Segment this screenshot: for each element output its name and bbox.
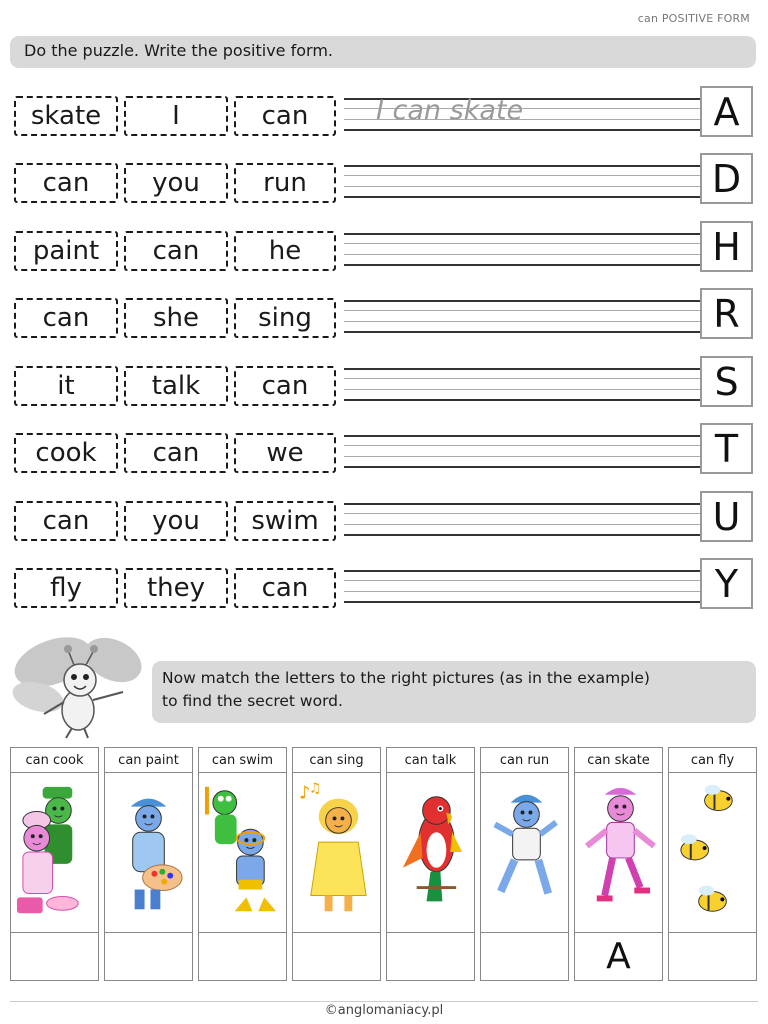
writing-line	[344, 399, 700, 401]
puzzle-row	[14, 291, 754, 340]
code-letter-box: U	[700, 491, 753, 542]
writing-line	[344, 513, 700, 514]
worksheet-topic-tag: can POSITIVE FORM	[637, 12, 750, 25]
puzzle-row	[14, 89, 754, 138]
parrot-icon	[387, 772, 474, 933]
footer-divider	[10, 1001, 758, 1002]
puzzle-row	[14, 561, 754, 610]
instruction-bottom	[152, 661, 756, 723]
word-tile: he	[234, 231, 336, 271]
answer-text: I can skate	[376, 95, 524, 126]
writing-line	[344, 368, 700, 370]
code-letter-box: D	[700, 153, 753, 204]
writing-line	[344, 591, 700, 592]
chef-characters-icon	[11, 772, 98, 933]
picture-card	[574, 747, 663, 981]
instruction-bottom-line2: to find the secret word.	[162, 692, 343, 710]
code-letter-box: H	[700, 221, 753, 272]
picture-card	[668, 747, 757, 981]
puzzle-row	[14, 494, 754, 543]
frog-and-swimmer-icon	[199, 772, 286, 933]
code-letter-box: R	[700, 288, 753, 339]
card-answer-box[interactable]	[199, 933, 286, 980]
answer-writing-lines[interactable]	[344, 503, 700, 537]
card-label: can skate	[587, 752, 650, 768]
word-tile: we	[234, 433, 336, 473]
code-letter-box: S	[700, 356, 753, 407]
word-tile: it	[14, 366, 118, 406]
word-tile: talk	[124, 366, 228, 406]
answer-writing-lines[interactable]	[344, 300, 700, 334]
puzzle-row	[14, 359, 754, 408]
writing-line	[344, 389, 700, 390]
bee-mascot-icon	[8, 622, 148, 742]
answer-writing-lines[interactable]	[344, 165, 700, 199]
boy-with-palette-icon	[105, 772, 192, 933]
picture-card	[104, 747, 193, 981]
writing-line	[344, 445, 700, 446]
word-tile: swim	[234, 501, 336, 541]
writing-line	[344, 503, 700, 505]
card-label: can swim	[211, 752, 274, 768]
svg-text:♫: ♫	[308, 780, 322, 797]
girl-singing-icon	[293, 772, 380, 933]
card-answer-box[interactable]	[105, 933, 192, 980]
card-answer-box[interactable]: A	[606, 936, 631, 977]
picture-card	[386, 747, 475, 981]
writing-line	[344, 300, 700, 302]
card-answer-box[interactable]	[669, 933, 756, 980]
svg-text:♪: ♪	[298, 783, 311, 804]
word-tile: they	[124, 568, 228, 608]
writing-line	[344, 264, 700, 266]
word-tile: skate	[14, 96, 118, 136]
puzzle-row	[14, 224, 754, 273]
writing-line	[344, 378, 700, 379]
writing-line	[344, 175, 700, 176]
writing-line	[344, 196, 700, 198]
writing-line	[344, 466, 700, 468]
code-letter-box: T	[700, 423, 753, 474]
writing-line	[344, 321, 700, 322]
word-tile: can	[14, 501, 118, 541]
word-tile: she	[124, 298, 228, 338]
answer-writing-lines[interactable]	[344, 95, 700, 132]
footer-copyright: ©anglomaniacy.pl	[324, 1003, 444, 1018]
running-boy-icon	[481, 772, 568, 933]
answer-writing-lines[interactable]	[344, 368, 700, 402]
writing-line	[344, 331, 700, 333]
code-letter-box: A	[700, 86, 753, 137]
bees-icon	[669, 772, 756, 933]
puzzle-row	[14, 426, 754, 475]
writing-line	[344, 165, 700, 167]
card-answer-box[interactable]	[387, 933, 474, 980]
answer-writing-lines[interactable]	[344, 570, 700, 604]
word-tile: can	[124, 433, 228, 473]
writing-line	[344, 570, 700, 572]
word-tile: fly	[14, 568, 118, 608]
word-tile: run	[234, 163, 336, 203]
card-label: can sing	[309, 752, 364, 768]
picture-card	[292, 747, 381, 981]
writing-line	[344, 456, 700, 457]
code-letter-box: Y	[700, 558, 753, 609]
word-tile: sing	[234, 298, 336, 338]
card-label: can fly	[690, 752, 735, 768]
picture-card	[480, 747, 569, 981]
answer-writing-lines[interactable]	[344, 233, 700, 267]
instruction-top: Do the puzzle. Write the positive form.	[10, 36, 756, 68]
word-tile: I	[124, 96, 228, 136]
writing-line	[344, 534, 700, 536]
word-tile: you	[124, 501, 228, 541]
word-tile: can	[14, 163, 118, 203]
picture-card	[10, 747, 99, 981]
word-tile: paint	[14, 231, 118, 271]
writing-line	[344, 233, 700, 235]
girl-skating-icon	[575, 772, 662, 933]
card-answer-box[interactable]	[11, 933, 98, 980]
writing-line	[344, 186, 700, 187]
word-tile: cook	[14, 433, 118, 473]
word-tile: you	[124, 163, 228, 203]
writing-line	[344, 129, 700, 131]
answer-writing-lines[interactable]	[344, 435, 700, 469]
word-tile: can	[124, 231, 228, 271]
card-label: can run	[499, 752, 550, 768]
writing-line	[344, 580, 700, 581]
writing-line	[344, 524, 700, 525]
writing-line	[344, 601, 700, 603]
card-label: can talk	[404, 752, 457, 768]
writing-line	[344, 435, 700, 437]
writing-line	[344, 243, 700, 244]
word-tile: can	[14, 298, 118, 338]
card-answer-box[interactable]	[481, 933, 568, 980]
word-tile: can	[234, 366, 336, 406]
writing-line	[344, 254, 700, 255]
word-tile: can	[234, 96, 336, 136]
card-answer-box[interactable]	[293, 933, 380, 980]
picture-cards	[10, 747, 758, 981]
puzzle-row	[14, 156, 754, 205]
card-label: can paint	[118, 752, 179, 768]
picture-card	[198, 747, 287, 981]
card-label: can cook	[25, 752, 84, 768]
writing-line	[344, 310, 700, 311]
instruction-bottom-line1: Now match the letters to the right pictures (as in the example)	[162, 669, 650, 687]
word-tile: can	[234, 568, 336, 608]
